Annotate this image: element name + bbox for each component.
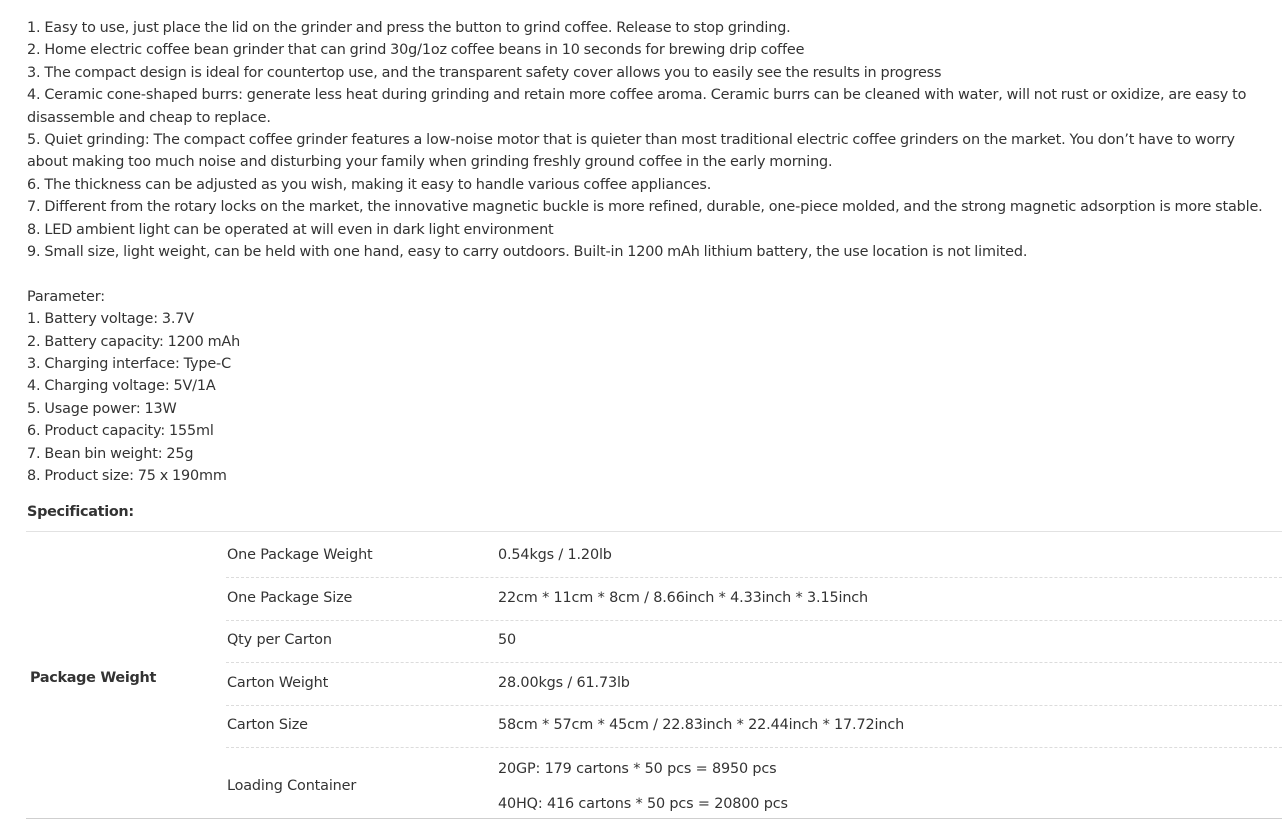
specification-table xyxy=(26,531,1282,819)
row-label: Qty per Carton xyxy=(227,632,332,648)
parameter-line: 2. Battery capacity: 1200 mAh xyxy=(27,333,241,350)
table-row xyxy=(226,706,1282,748)
parameter-heading: Parameter: xyxy=(27,288,105,305)
parameter-line: 3. Charging interface: Type-C xyxy=(27,356,231,373)
row-label: One Package Weight xyxy=(227,547,373,563)
specification-title: Specification: xyxy=(27,504,134,520)
feature-line: 2. Home electric coffee bean grinder that can grind 30g/1oz coffee beans in 10 seconds for brewing drip coffee xyxy=(27,42,805,59)
parameter-line: 6. Product capacity: 155ml xyxy=(27,423,214,440)
feature-line: 1. Easy to use, just place the lid on the grinder and press the button to grind coffee. Release to stop grinding. xyxy=(27,20,791,36)
table-row xyxy=(226,748,1282,818)
row-label: Carton Weight xyxy=(227,675,329,691)
product-description xyxy=(27,17,1279,488)
parameter-line: 1. Battery voltage: 3.7V xyxy=(27,311,194,328)
row-value: 22cm * 11cm * 8cm / 8.66inch * 4.33inch * 3.15inch xyxy=(498,590,869,606)
row-label: One Package Size xyxy=(227,590,353,606)
package-weight-group-label: Package Weight xyxy=(30,670,157,686)
feature-line: 3. The compact design is ideal for countertop use, and the transparent safety cover allows you to easily see the results in progress xyxy=(27,64,942,81)
row-label: Loading Container xyxy=(227,778,357,794)
row-value: 20GP: 179 cartons * 50 pcs = 8950 pcs xyxy=(498,761,777,777)
table-row xyxy=(226,621,1282,663)
table-row xyxy=(226,578,1282,621)
table-row xyxy=(226,532,1282,578)
row-value: 0.54kgs / 1.20lb xyxy=(498,547,612,563)
parameter-line: 8. Product size: 75 x 190mm xyxy=(27,468,227,485)
parameter-line: 4. Charging voltage: 5V/1A xyxy=(27,378,216,395)
feature-line: 9. Small size, light weight, can be held with one hand, easy to carry outdoors. Built-in 1200 mAh lithium battery, the use location is not limited. xyxy=(27,244,1028,261)
feature-line: 7. Different from the rotary locks on the market, the innovative magnetic buckle is more refined, durable, one-piece molded, and the strong magnetic adsorption is more stable. xyxy=(27,199,1263,216)
parameter-line: 7. Bean bin weight: 25g xyxy=(27,445,194,462)
row-value: 28.00kgs / 61.73lb xyxy=(498,675,630,691)
row-label: Carton Size xyxy=(227,717,308,733)
feature-line: 6. The thickness can be adjusted as you wish, making it easy to handle various coffee appliances. xyxy=(27,176,712,193)
parameter-line: 5. Usage power: 13W xyxy=(27,400,177,417)
row-value: 50 xyxy=(498,632,517,648)
feature-line: 8. LED ambient light can be operated at will even in dark light environment xyxy=(27,221,554,238)
feature-line: 4. Ceramic cone-shaped burrs: generate less heat during grinding and retain more coffee aroma. Ceramic burrs can be cleaned with water, will not rust or oxidize, are easy to disassemble and cheap to replace. xyxy=(27,87,1247,126)
row-value-secondary: 40HQ: 416 cartons * 50 pcs = 20800 pcs xyxy=(498,796,788,812)
table-row xyxy=(226,663,1282,706)
spacer xyxy=(27,263,1279,285)
row-value: 58cm * 57cm * 45cm / 22.83inch * 22.44inch * 17.72inch xyxy=(498,717,905,733)
feature-line: 5. Quiet grinding: The compact coffee grinder features a low-noise motor that is quieter than most traditional electric coffee grinders on the market. You don’t have to worry about making too much noise and disturbing your family when grinding freshly ground coffee in the early morning. xyxy=(27,132,1235,171)
